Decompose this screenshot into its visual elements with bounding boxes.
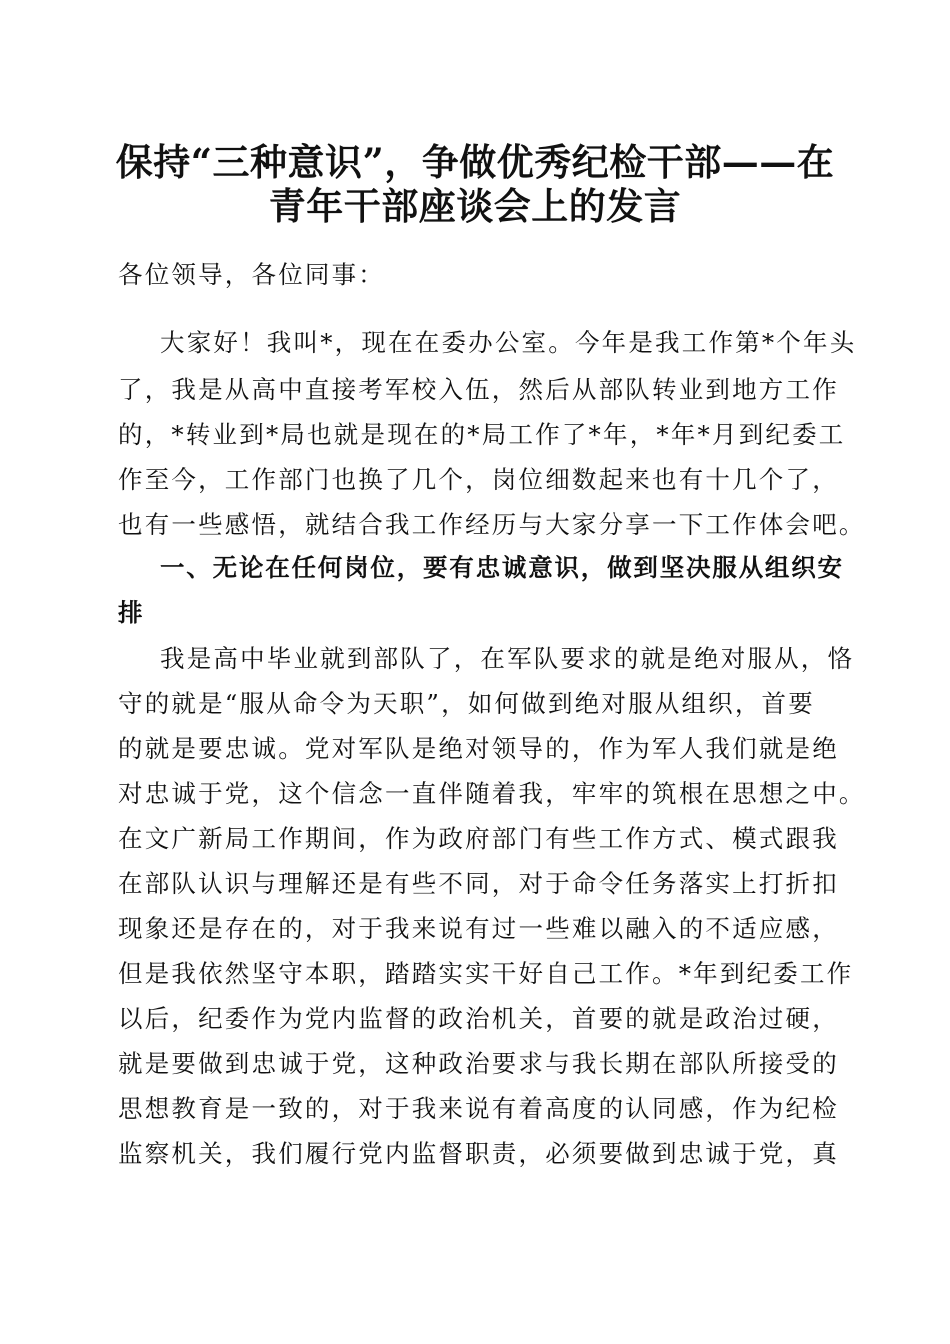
document-title-line-2: 青年干部座谈会上的发言 [268,184,682,228]
body-line: 对忠诚于党，这个信念一直伴随着我，牢牢的筑根在思想之中。 [118,779,866,808]
document-title-line-1: 保持“三种意识”，争做优秀纪检干部——在 [115,140,835,184]
body-line: 我是高中毕业就到部队了，在军队要求的就是绝对服从，恪 [160,644,855,673]
body-line: 作至今，工作部门也换了几个，岗位细数起来也有十几个了， [118,465,839,494]
body-line: 守的就是“服从命令为天职”，如何做到绝对服从组织，首要 [118,689,815,718]
body-line: 的就是要忠诚。党对军队是绝对领导的，作为军人我们就是绝 [118,734,839,763]
section-heading-1-continued: 排 [118,598,145,627]
body-line: 思想教育是一致的，对于我来说有着高度的认同感，作为纪检 [118,1094,839,1123]
body-line: 的，*转业到*局也就是现在的*局工作了*年，*年*月到纪委工 [118,420,846,449]
body-line: 现象还是存在的，对于我来说有过一些难以融入的不适应感， [118,914,839,943]
body-line: 以后，纪委作为党内监督的政治机关，首要的就是政治过硬， [118,1004,839,1033]
section-heading-1: 一、无论在任何岗位，要有忠诚意识，做到坚决服从组织安 [160,553,844,582]
salutation: 各位领导，各位同事： [118,260,385,289]
body-line: 在文广新局工作期间，作为政府部门有些工作方式、模式跟我 [118,824,839,853]
body-line: 也有一些感悟，就结合我工作经历与大家分享一下工作体会吧。 [118,510,866,539]
body-line: 监察机关，我们履行党内监督职责，必须要做到忠诚于党，真 [118,1139,839,1168]
body-line: 但是我依然坚守本职，踏踏实实干好自己工作。*年到纪委工作 [118,959,854,988]
body-line: 就是要做到忠诚于党，这种政治要求与我长期在部队所接受的 [118,1049,839,1078]
body-line: 在部队认识与理解还是有些不同，对于命令任务落实上打折扣 [118,869,839,898]
body-line: 大家好！我叫*，现在在委办公室。今年是我工作第*个年头 [160,328,857,357]
body-line: 了，我是从高中直接考军校入伍，然后从部队转业到地方工作 [118,375,839,404]
